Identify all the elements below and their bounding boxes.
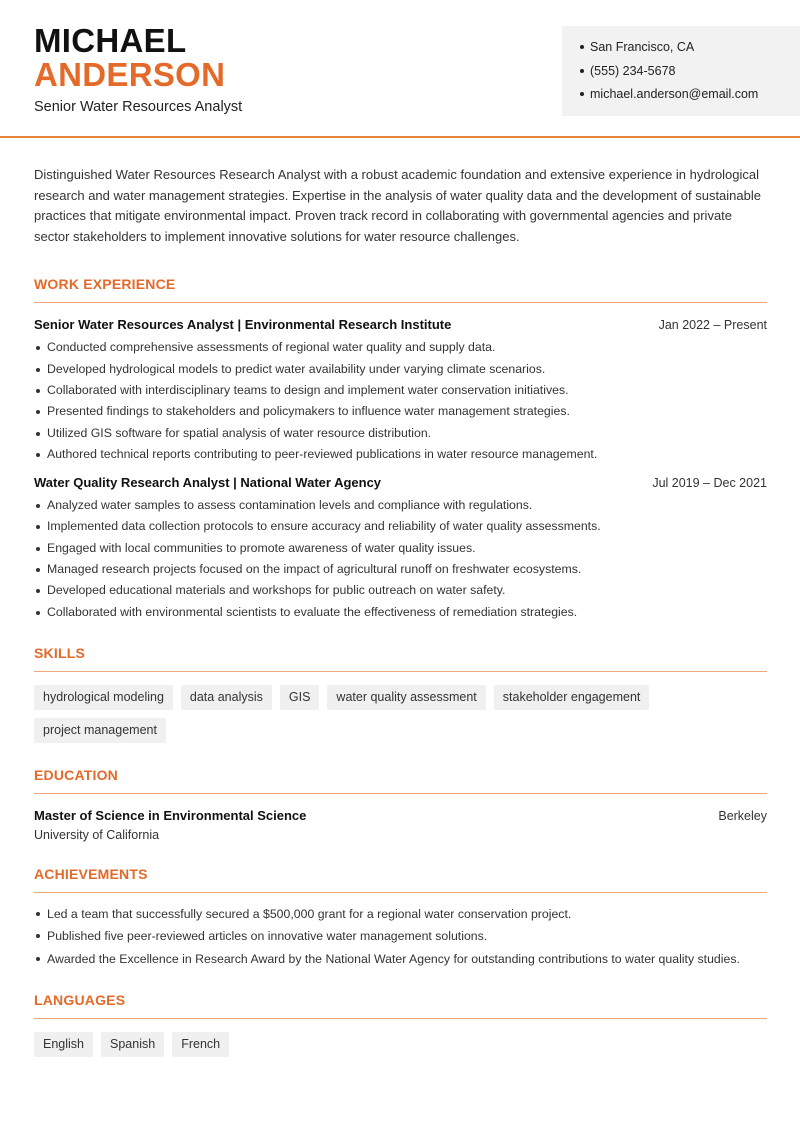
skill-tag: GIS [280,685,320,710]
degree: Master of Science in Environmental Science [34,807,307,823]
bullet-item: Developed educational materials and workshops for public outreach on water safety. [34,580,767,601]
work-experience-section [34,276,767,623]
achievements-section [34,866,767,971]
language-tag: English [34,1032,93,1057]
bullet-item: Conducted comprehensive assessments of regional water quality and supply data. [34,337,767,358]
bullet-item: Managed research projects focused on the impact of agricultural runoff on freshwater ecosystems. [34,559,767,580]
section-heading-education: EDUCATION [34,767,767,794]
achievement-bullets [34,903,767,971]
job-entry [34,317,767,465]
skills-tags [34,685,767,743]
contact-location: San Francisco, CA [580,36,800,60]
bullet-item: Collaborated with interdisciplinary teams to design and implement water conservation initiatives. [34,380,767,401]
bullet-item: Collaborated with environmental scientists to evaluate the effectiveness of remediation strategies. [34,602,767,623]
job-entry [34,475,767,623]
education-section [34,767,767,842]
bullet-item: Led a team that successfully secured a $500,000 grant for a regional water conservation project. [34,903,767,926]
bullet-item: Analyzed water samples to assess contamination levels and compliance with regulations. [34,495,767,516]
skill-tag: project management [34,718,166,743]
job-role: Water Quality Research Analyst | National Water Agency [34,475,382,491]
resume-body [34,165,767,1057]
skills-section [34,645,767,743]
bullet-item: Awarded the Excellence in Research Award by the National Water Agency for outstanding contributions to water quality studies. [34,948,767,971]
summary-paragraph: Distinguished Water Resources Research Analyst with a robust academic foundation and extensive experience in hydrological research and water management strategies. Expertise in the analysis of water quality data and the development of sustainable practices that mitigate environmental impact. Proven track record in collaborating with governmental agencies and private sector stakeholders to implement innovative solutions for water resource challenges. [34,167,761,244]
skill-tag: hydrological modeling [34,685,173,710]
bullet-item: Published five peer-reviewed articles on innovative water management solutions. [34,925,767,948]
contact-box [562,26,800,116]
contact-phone: (555) 234-5678 [580,60,800,84]
bullet-item: Implemented data collection protocols to ensure accuracy and reliability of water quality assessments. [34,516,767,537]
job-bullets [34,337,767,465]
school: University of California [34,827,160,842]
section-heading-languages: LANGUAGES [34,992,767,1019]
job-title: Senior Water Resources Analyst [34,99,243,115]
languages-section [34,992,767,1057]
section-heading-achievements: ACHIEVEMENTS [34,866,767,893]
last-name: ANDERSON [34,56,226,93]
contact-email: michael.anderson@email.com [580,83,800,107]
bullet-item: Presented findings to stakeholders and policymakers to influence water management strategies. [34,401,767,422]
skill-tag: water quality assessment [327,685,485,710]
language-tags [34,1032,767,1057]
education-entry [34,808,767,842]
job-role: Senior Water Resources Analyst | Environmental Research Institute [34,317,452,333]
bullet-item: Developed hydrological models to predict water availability under varying climate scenarios. [34,359,767,380]
language-tag: French [172,1032,229,1057]
section-heading-skills: SKILLS [34,645,767,672]
bullet-item: Utilized GIS software for spatial analysis of water resource distribution. [34,423,767,444]
job-dates: Jan 2022 – Present [658,318,767,333]
bullet-item: Engaged with local communities to promote awareness of water quality issues. [34,538,767,559]
resume-header [0,0,800,138]
education-location: Berkeley [718,808,767,823]
skill-tag: stakeholder engagement [494,685,650,710]
job-dates: Jul 2019 – Dec 2021 [652,476,767,491]
first-name: MICHAEL [34,22,187,59]
language-tag: Spanish [101,1032,164,1057]
section-heading-work: WORK EXPERIENCE [34,276,767,303]
bullet-item: Authored technical reports contributing to peer-reviewed publications in water resource management. [34,444,767,465]
job-bullets [34,495,767,623]
skill-tag: data analysis [181,685,272,710]
